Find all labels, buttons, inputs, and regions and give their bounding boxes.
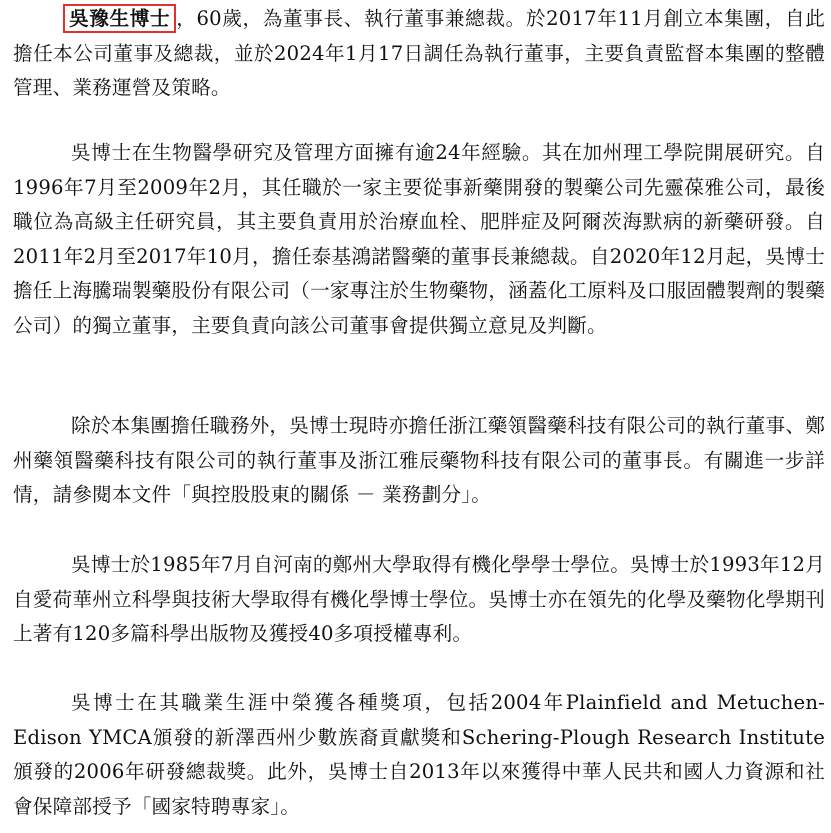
paragraph-intro [13, 2, 825, 106]
paragraph-experience: 吳博士在生物醫學研究及管理方面擁有逾24年經驗。其在加州理工學院開展研究。自1996年7月至2009年2月，其任職於一家主要從事新藥開發的製藥公司先靈葆雅公司，最後職位為高級主任研究員，其主要負責用於治療血栓、肥胖症及阿爾茨海默病的新藥研發。自2011年2月至2017年10月，擔任泰基鴻諾醫藥的董事長兼總裁。自2020年12月起，吳博士擔任上海騰瑞製藥股份有限公司（一家專注於生物藥物，涵蓋化工原料及口服固體製劑的製藥公司）的獨立董事，主要負責向該公司董事會提供獨立意見及判斷。 [13, 141, 825, 337]
paragraph-intro-text: ，60歲，為董事長、執行董事兼總裁。於2017年11月創立本集團，自此擔任本公司董事及總裁，並於2024年1月17日調任為執行董事，主要負責監督本集團的整體管理、業務運營及策略。 [13, 7, 825, 99]
highlighted-name: 吳豫生博士 [63, 4, 176, 33]
paragraph-awards: 吳博士在其職業生涯中榮獲各種獎項，包括2004年Plainfield and Metuchen-Edison YMCA頒發的新澤西州少數族裔貢獻獎和Schering-Plough Research Institute頒發的2006年研發總裁獎。此外，吳博士自2013年以來獲得中華人民共和國人力資源和社會保障部授予「國家特聘專家」。 [13, 691, 825, 818]
paragraph-education: 吳博士於1985年7月自河南的鄭州大學取得有機化學學士學位。吳博士於1993年12月自愛荷華州立科學與技術大學取得有機化學博士學位。吳博士亦在領先的化學及藥物化學期刊上著有120多篇科學出版物及獲授40多項授權專利。 [13, 553, 825, 645]
paragraph-other-positions: 除於本集團擔任職務外，吳博士現時亦擔任浙江藥領醫藥科技有限公司的執行董事、鄭州藥領醫藥科技有限公司的執行董事及浙江雅辰藥物科技有限公司的董事長。有關進一步詳情，請參閱本文件「與控股股東的關係 － 業務劃分」。 [13, 414, 825, 506]
